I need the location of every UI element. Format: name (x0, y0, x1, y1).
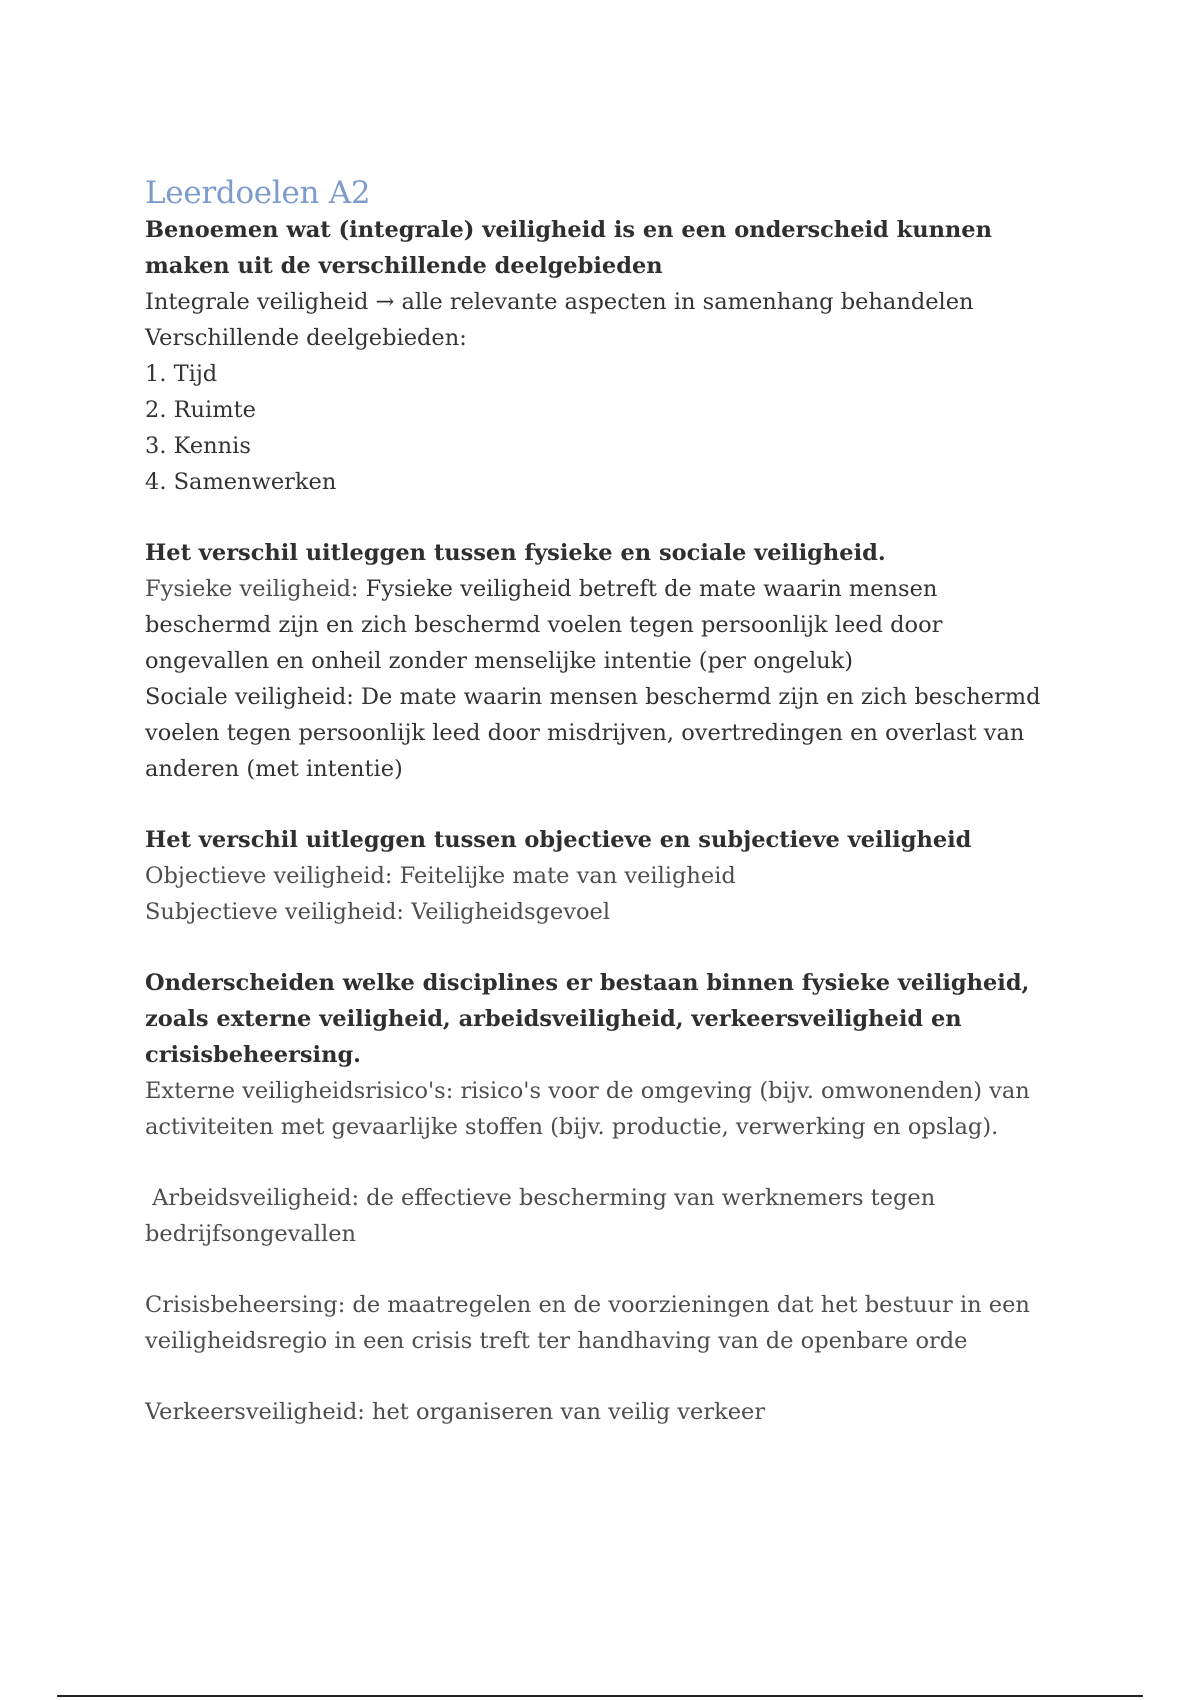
list-item: 1. Tijd (145, 361, 218, 387)
spacer (145, 1145, 1065, 1180)
document-title: Leerdoelen A2 (145, 175, 371, 211)
spacer (145, 500, 1065, 535)
sociale-veiligheid-paragraph: Sociale veiligheid: De mate waarin mensen beschermd zijn en zich beschermd voelen tegen persoonlijk leed door misdrijven, overtredingen en overlast van anderen (met intentie) (145, 684, 1041, 782)
deelgebieden-intro: Verschillende deelgebieden: (145, 325, 467, 351)
deelgebieden-list (145, 356, 1065, 500)
spacer (145, 1252, 1065, 1287)
arbeidsveiligheid-paragraph: Arbeidsveiligheid: de effectieve bescherming van werknemers tegen bedrijfsongevallen (145, 1185, 943, 1247)
section-heading-fysiek-sociaal: Het verschil uitleggen tussen fysieke en sociale veiligheid. (145, 540, 886, 566)
fysieke-veiligheid-label: Fysieke veiligheid: (145, 576, 359, 602)
spacer (145, 930, 1065, 965)
section-heading-disciplines: Onderscheiden welke disciplines er bestaan binnen fysieke veiligheid, zoals externe veiligheid, arbeidsveiligheid, verkeersveiligheid en crisisbeheersing. (145, 970, 1030, 1068)
objectieve-veiligheid-line: Objectieve veiligheid: Feitelijke mate van veiligheid (145, 863, 736, 889)
crisisbeheersing-paragraph: Crisisbeheersing: de maatregelen en de voorzieningen dat het bestuur in een veiligheidsregio in een crisis treft ter handhaving van de openbare orde (145, 1292, 1030, 1354)
subjectieve-veiligheid-line: Subjectieve veiligheid: Veiligheidsgevoel (145, 899, 611, 925)
document-body (145, 172, 1065, 1430)
list-item: 3. Kennis (145, 433, 251, 459)
spacer (145, 787, 1065, 822)
integrale-veiligheid-definition: Integrale veiligheid → alle relevante aspecten in samenhang behandelen (145, 289, 974, 315)
section-heading-integrale-veiligheid: Benoemen wat (integrale) veiligheid is en een onderscheid kunnen maken uit de verschillende deelgebieden (145, 217, 992, 279)
list-item: 2. Ruimte (145, 397, 256, 423)
section-heading-objectief-subjectief: Het verschil uitleggen tussen objectieve en subjectieve veiligheid (145, 827, 972, 853)
spacer (145, 1359, 1065, 1394)
fysieke-veiligheid-paragraph (145, 571, 1065, 679)
externe-veiligheid-paragraph: Externe veiligheidsrisico's: risico's voor de omgeving (bijv. omwonenden) van activiteiten met gevaarlijke stoffen (bijv. productie, verwerking en opslag). (145, 1078, 1030, 1140)
list-item: 4. Samenwerken (145, 469, 337, 495)
page-bottom-rule (57, 1695, 1143, 1697)
fysieke-veiligheid-text: Fysieke veiligheid betreft de mate waarin mensen beschermd zijn en zich beschermd voelen tegen persoonlijk leed door ongevallen en onheil zonder menselijke intentie (per ongeluk) (145, 576, 943, 674)
verkeersveiligheid-paragraph: Verkeersveiligheid: het organiseren van veilig verkeer (145, 1399, 766, 1425)
